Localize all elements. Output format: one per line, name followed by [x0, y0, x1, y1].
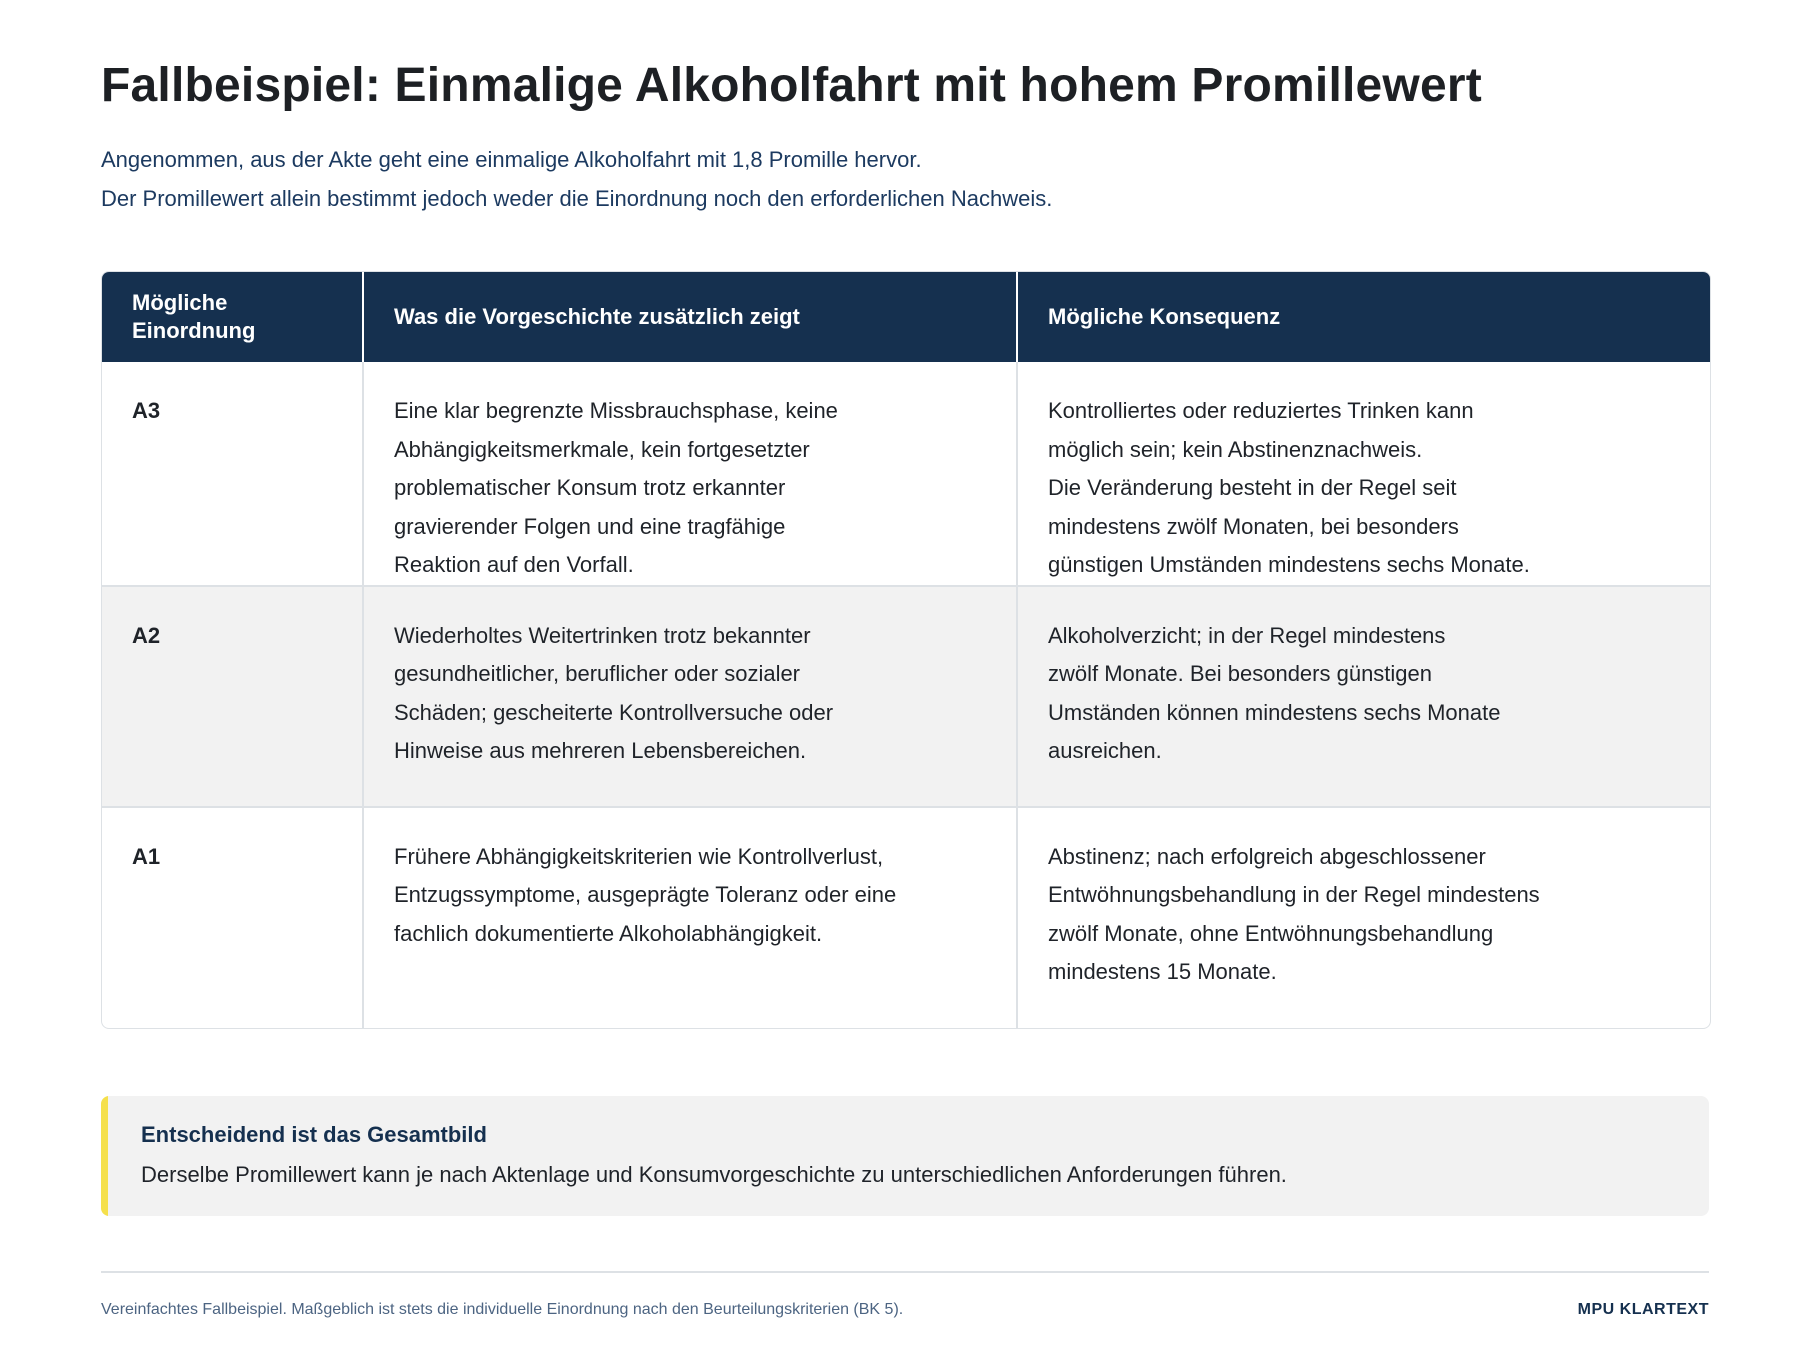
text-line: mindestens zwölf Monaten, bei besonders — [1048, 513, 1459, 539]
text-line: ausreichen. — [1048, 738, 1162, 763]
table-row — [102, 807, 1710, 1028]
row-history — [363, 807, 1017, 1028]
text-line: Wiederholtes Weitertrinken trotz bekannter — [394, 622, 811, 648]
intro-line-1: Angenommen, aus der Akte geht eine einmalige Alkoholfahrt mit 1,8 Promille hervor. — [101, 147, 922, 172]
text-line: problematischer Konsum trotz erkannter — [394, 475, 786, 500]
callout-heading: Entscheidend ist das Gesamtbild — [141, 1122, 487, 1147]
text-line: gesundheitlicher, beruflicher oder sozialer — [394, 661, 801, 686]
text-line: Kontrolliertes oder reduziertes Trinken kann — [1048, 398, 1474, 423]
header-consequence: Mögliche Konsequenz — [1017, 272, 1710, 362]
intro-line-2: Der Promillewert allein bestimmt jedoch weder die Einordnung noch den erforderlichen Nachweis. — [101, 186, 1053, 211]
table-body — [102, 362, 1710, 1028]
text-line: Alkoholverzicht; in der Regel mindestens — [1048, 622, 1446, 648]
text-line: Schäden; gescheiterte Kontrollversuche oder — [394, 699, 834, 725]
table-header — [102, 272, 1710, 362]
callout-accent-bar — [101, 1096, 108, 1216]
row-consequence — [1017, 586, 1710, 807]
table — [102, 272, 1710, 1028]
header-classification — [102, 272, 363, 362]
text-line: Entzugssymptome, ausgeprägte Toleranz oder eine — [394, 882, 897, 907]
text-line: Die Veränderung besteht in der Regel seit — [1048, 475, 1457, 500]
callout-text: Derselbe Promillewert kann je nach Aktenlage und Konsumvorgeschichte zu unterschiedlichen Anforderungen führen. — [141, 1162, 1287, 1187]
text-line: Entwöhnungsbehandlung in der Regel mindestens — [1048, 882, 1540, 907]
summary-callout — [101, 1096, 1709, 1216]
text-line: Abhängigkeitsmerkmale, kein fortgesetzter — [394, 436, 810, 462]
text-line: mindestens 15 Monate. — [1048, 959, 1277, 984]
intro-text — [101, 140, 1052, 218]
row-history — [363, 362, 1017, 586]
text-line: Eine klar begrenzte Missbrauchsphase, keine — [394, 398, 838, 423]
text-line: zwölf Monate. Bei besonders günstigen — [1048, 661, 1433, 686]
text-line: fachlich dokumentierte Alkoholabhängigkeit. — [394, 920, 823, 946]
text-line: zwölf Monate, ohne Entwöhnungsbehandlung — [1048, 920, 1494, 946]
text-line: Abstinenz; nach erfolgreich abgeschlossener — [1048, 843, 1486, 869]
row-history — [363, 586, 1017, 807]
footer-note: Vereinfachtes Fallbeispiel. Maßgeblich ist stets die individuelle Einordnung nach den Beurteilungskriterien (BK 5). — [101, 1301, 904, 1318]
text-line: Frühere Abhängigkeitskriterien wie Kontrollverlust, — [394, 843, 884, 869]
header-classification-line-1: Mögliche — [132, 290, 228, 315]
row-consequence — [1017, 362, 1710, 586]
row-consequence — [1017, 807, 1710, 1028]
classification-table — [101, 271, 1711, 1029]
table-row — [102, 586, 1710, 807]
table-row — [102, 362, 1710, 586]
text-line: Umständen können mindestens sechs Monate — [1048, 699, 1501, 725]
text-line: Hinweise aus mehreren Lebensbereichen. — [394, 738, 807, 763]
row-label: A1 — [102, 807, 363, 1028]
row-label: A2 — [102, 586, 363, 807]
text-line: möglich sein; kein Abstinenznachweis. — [1048, 436, 1423, 462]
page-title: Fallbeispiel: Einmalige Alkoholfahrt mit hohem Promillewert — [101, 59, 1482, 112]
text-line: gravierender Folgen und eine tragfähige — [394, 513, 786, 539]
footer-divider — [101, 1271, 1709, 1273]
header-classification-line-2: Einordnung — [132, 318, 256, 343]
text-line: Reaktion auf den Vorfall. — [394, 552, 634, 577]
row-label: A3 — [102, 362, 363, 586]
brand-label: MPU KLARTEXT — [1577, 1301, 1709, 1318]
text-line: günstigen Umständen mindestens sechs Monate. — [1048, 552, 1530, 577]
header-history: Was die Vorgeschichte zusätzlich zeigt — [363, 272, 1017, 362]
